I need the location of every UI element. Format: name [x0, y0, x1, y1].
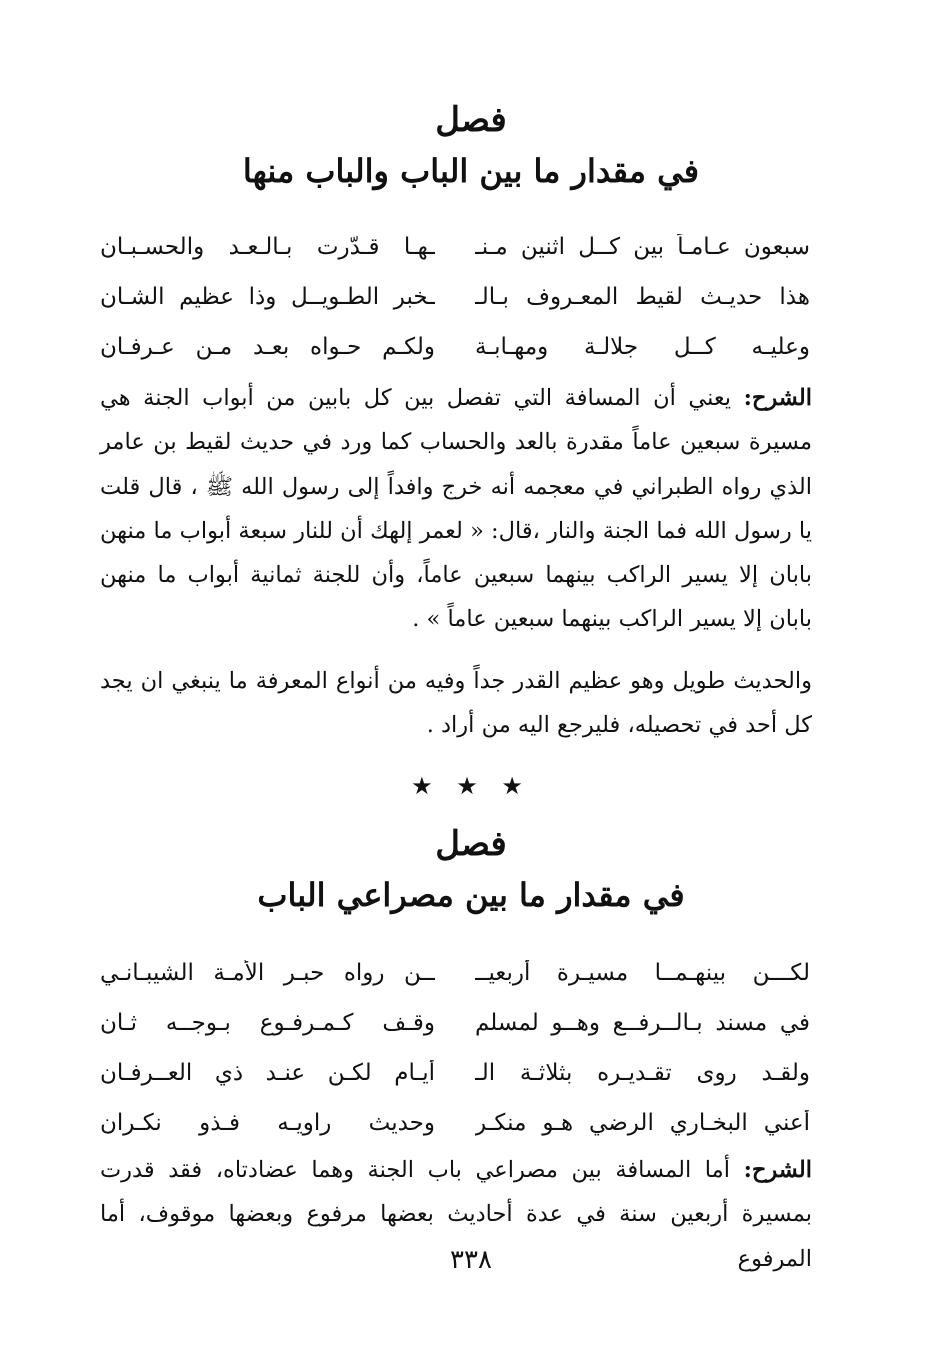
verse-first-hemistich: سبعون عـامـاً بين كــل اثنين مـنـ: [475, 234, 810, 260]
section1-poem: [100, 222, 810, 372]
verse-line: [100, 272, 810, 322]
verse-second-hemistich: ولكـم حـواه بعـد مـن عـرفـان: [100, 334, 435, 360]
verse-line: [100, 998, 810, 1048]
section1-title: في مقدار ما بين الباب والباب منها: [242, 152, 700, 190]
verse-line: [100, 1048, 810, 1098]
commentary-term: الشرح:: [743, 385, 812, 411]
section2-title: في مقدار ما بين مصراعي الباب: [257, 876, 685, 914]
verse-line: [100, 948, 810, 998]
section2-label: فصل: [435, 824, 507, 864]
verse-first-hemistich: في مسند بـالــرفــع وهــو لمسلم: [475, 1010, 810, 1036]
verse-first-hemistich: أعني البخـاري الرضي هـو منكـر: [475, 1110, 810, 1136]
verse-line: [100, 322, 810, 372]
verse-first-hemistich: هذا حديـث لقيط المعـروف بـالـ: [475, 284, 810, 310]
verse-second-hemistich: وحديث راويـه فـذو نكـران: [100, 1110, 435, 1136]
verse-first-hemistich: لكـــن بينهـمــا مسيـرة أربعيــ: [475, 960, 810, 986]
verse-second-hemistich: ــن رواه حبـر الأمـة الشيبـانـي: [100, 960, 435, 986]
commentary-text: أما المسافة بين مصراعي باب الجنة وهما عضادتاه، فقد قدرت بمسيرة أربعين سنة في عدة أحاديث بعضها مرفوع وبعضها موقوف، أما المرفوع: [100, 1157, 812, 1272]
section2-poem: [100, 948, 810, 1148]
verse-line: [100, 1098, 810, 1148]
verse-second-hemistich: ـخبر الطـويــل وذا عظيم الشـان: [100, 284, 435, 310]
verse-first-hemistich: ولقـد روى تقـديـره بثلاثـة الـ: [475, 1060, 810, 1086]
section1-paragraph: والحديث طويل وهو عظيم القدر جداً وفيه من أنواع المعرفة ما ينبغي ان يجد كل أحد في تحصيله، فليرجع اليه من أراد .: [100, 668, 812, 739]
verse-line: [100, 222, 810, 272]
verse-second-hemistich: أيـام لكـن عنـد ذي العــرفـان: [100, 1060, 435, 1086]
section-separator: ★ ★ ★: [411, 772, 531, 800]
verse-second-hemistich: ـهـا قـدّرت بـالـعـد والحسـبـان: [100, 234, 435, 260]
page-number: ٣٣٨: [450, 1245, 492, 1275]
commentary-term: الشرح:: [743, 1157, 812, 1183]
verse-first-hemistich: وعليـه كــل جلالـة ومهـابـة: [475, 334, 810, 360]
verse-second-hemistich: وقـف كـمـرفـوع بـوجــه ثـان: [100, 1010, 435, 1036]
commentary-text: يعني أن المسافة التي تفصل بين كل بابين من أبواب الجنة هي مسيرة سبعين عاماً مقدرة بالعد والحساب كما ورد في حديث لقيط بن عامر الذي رواه الطبراني في معجمه أنه خرج وافداً إلى رسول الله ﷺ ، قال قلت يا رسول الله فما الجنة والنار ،قال: « لعمر إلهك أن للنار سبعة أبواب ما منهن بابان إلا يسير الراكب بينهما سبعين عاماً، وأن للجنة ثمانية أبواب ما منهن بابان إلا يسير الراكب بينهما سبعين عاماً » .: [100, 385, 812, 633]
section1-commentary: [100, 376, 812, 642]
section1-label: فصل: [435, 100, 507, 140]
